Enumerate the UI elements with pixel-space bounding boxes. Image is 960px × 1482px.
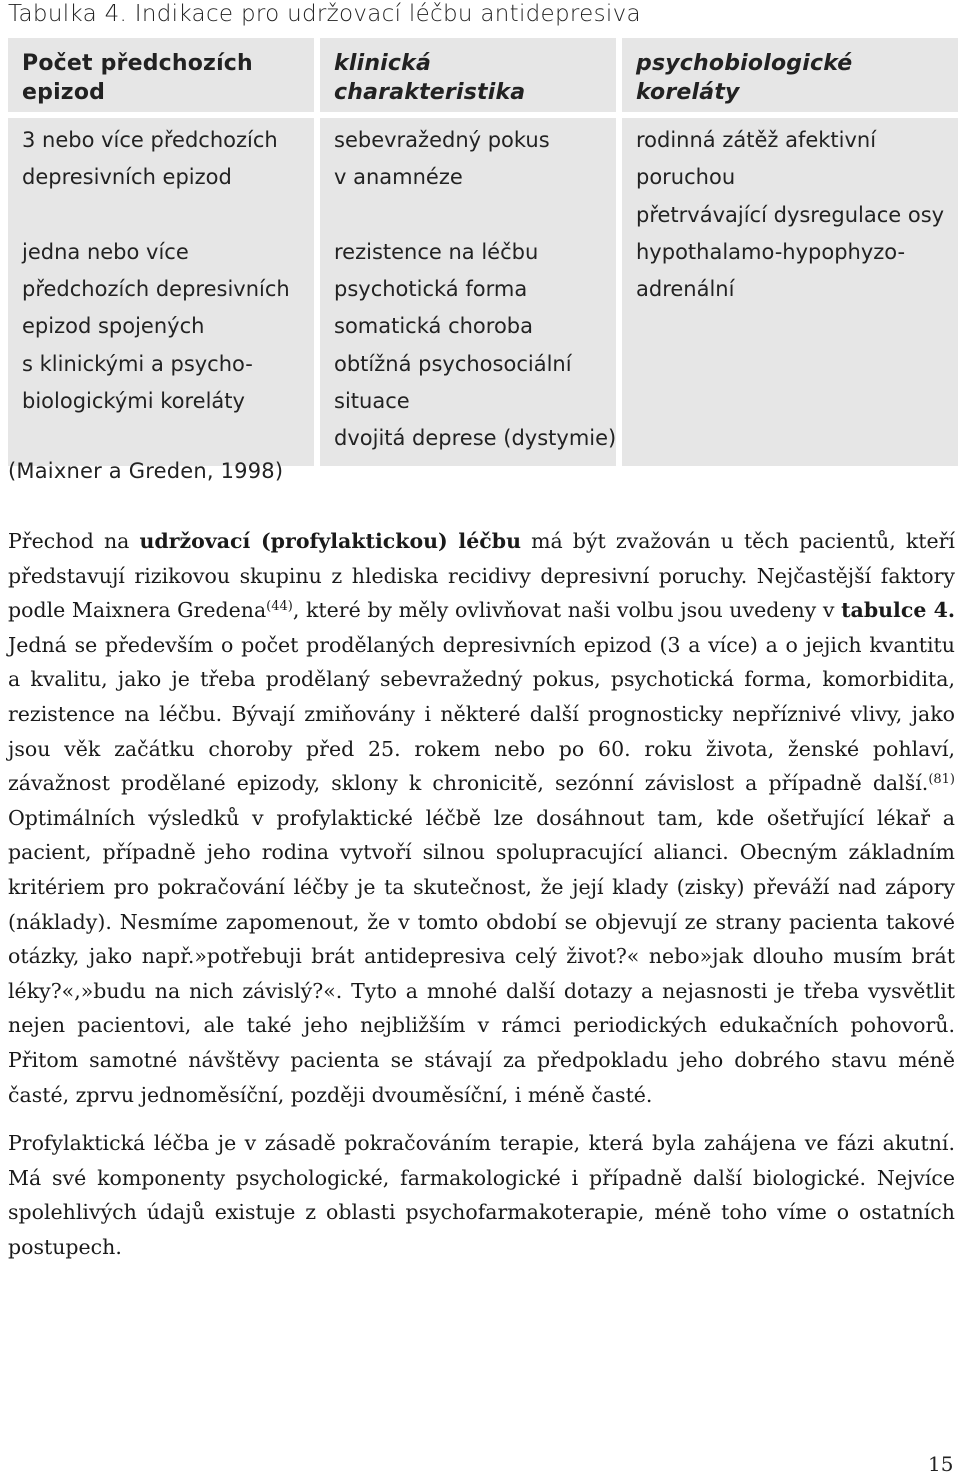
cell-line: dvojitá deprese (dystymie) <box>334 426 617 451</box>
cell-line: rezistence na léčbu <box>334 239 539 264</box>
cell-line: sebevražedný pokus <box>334 128 550 152</box>
table-cell-psychobiological <box>619 115 958 466</box>
cell-line: psychotická forma <box>334 277 528 302</box>
header-line: psychobiologické <box>636 51 853 76</box>
cell-line: situace <box>334 389 410 414</box>
table-source: (Maixner a Greden, 1998) <box>8 459 284 483</box>
indications-table <box>8 38 958 466</box>
citation-reference: (81) <box>928 772 955 788</box>
text-run: , které by měly ovlivňovat naši volbu jsou uvedeny v <box>292 598 842 623</box>
cell-line: jedna nebo více <box>22 239 189 264</box>
text-run: má být zvažován u těch pacientů, kteří představují rizikovou skupinu z hlediska recidivy depresivní poruchy. Nejčastější faktory podle Maixnera Gredena <box>8 529 955 623</box>
cell-line: 3 nebo více předchozích <box>22 128 278 152</box>
citation-reference: (44) <box>266 599 293 615</box>
header-line: koreláty <box>636 80 740 105</box>
table-row <box>8 115 958 466</box>
cell-line: somatická choroba <box>334 314 533 339</box>
cell-spacer <box>22 197 310 234</box>
header-line: charakteristika <box>334 80 526 105</box>
cell-line: předchozích depresivních <box>22 277 290 302</box>
table-cell-episodes <box>8 115 317 466</box>
cell-line: rodinná zátěž afektivní <box>636 128 877 152</box>
cell-line: depresivních epizod <box>22 165 232 190</box>
cell-line: v anamnéze <box>334 165 463 190</box>
header-cell-clinical <box>317 38 619 115</box>
table-header-row <box>8 38 958 115</box>
body-text <box>8 524 955 1264</box>
cell-line: biologickými koreláty <box>22 389 245 414</box>
text-run: Optimálních výsledků v profylaktické léčbě lze dosáhnout tam, kde ošetřující lékař a pacient, případně jeho rodina vytvoří silnou spolupracující alianci. Obecným základním kritériem pro pokračování léčby je ta skutečnost, že její klady (zisky) převáží nad zápory (náklady). Nesmíme zapomenout, že v tomto období se objevují ze strany pacienta takové otázky, jako např.»potřebuji brát antidepresiva celý život?« nebo»jak dlouho musím brát léky?«,»budu na nich závislý?«. Tyto a mnohé další dotazy a nejasnosti je třeba vysvětlit nejen pacientovi, ale také jeho nejbližším v rámci periodických edukačních pohovorů. Přitom samotné návštěvy pacienta se stávají za předpokladu jeho dobrého stavu méně časté, zprvu jednoměsíční, později dvouměsíční, i méně časté. <box>8 805 955 1107</box>
cell-line: adrenální <box>636 277 735 302</box>
text-run: Jedná se především o počet prodělaných depresivních epizod (3 a více) a o jejich kvantitu a kvalitu, jako je třeba prodělaný sebevražedný pokus, psychotická forma, komorbidita, rezistence na léčbu. Bývají zmiňovány i některé další prognosticky nepříznivé vlivy, jako jsou věk začátku choroby před 25. rokem nebo po 60. roku života, ženské pohlaví, závažnost prodělané epizody, sklony k chronicitě, sezónní závislost a případně další. <box>8 632 955 796</box>
table-reference: tabulce 4. <box>841 598 955 623</box>
cell-spacer <box>334 197 612 234</box>
cell-line: epizod spojených <box>22 314 205 339</box>
header-line: epizod <box>22 80 106 105</box>
cell-line: s klinickými a psycho- <box>22 351 253 376</box>
table-cell-clinical <box>317 115 619 466</box>
table-caption: Tabulka 4. Indikace pro udržovací léčbu antidepresiva <box>8 1 641 27</box>
cell-line: obtížná psychosociální <box>334 351 572 376</box>
text-run: Přechod na <box>8 529 140 553</box>
cell-line: poruchou <box>636 165 736 190</box>
paragraph <box>8 524 955 1112</box>
header-line: klinická <box>334 51 432 76</box>
header-line: Počet předchozích <box>22 51 253 76</box>
paragraph: Profylaktická léčba je v zásadě pokračováním terapie, která byla zahájena ve fázi akutní. Má své komponenty psychologické, farmakologické i případně další biologické. Nejvíce spolehlivých údajů existuje z oblasti psychofarmakoterapie, méně toho víme o ostatních postupech. <box>8 1131 955 1259</box>
bold-term: udržovací (profylaktickou) léčbu <box>139 529 521 553</box>
page-number: 15 <box>928 1452 954 1476</box>
cell-line: přetrvávající dysregulace osy <box>636 202 945 227</box>
header-cell-psychobiological <box>619 38 958 115</box>
header-cell-episodes <box>8 38 317 115</box>
cell-line: hypothalamo-hypophyzo- <box>636 239 906 264</box>
